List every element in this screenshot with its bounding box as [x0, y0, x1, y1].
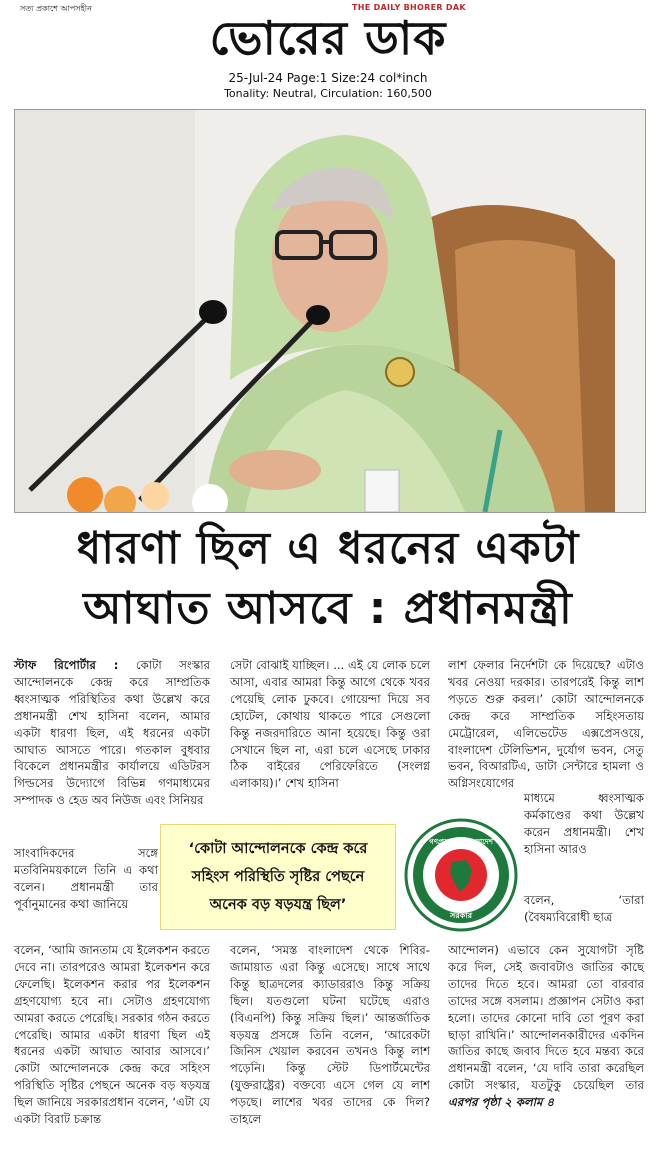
article-text-col3-bottom: আন্দোলন) এভাবে কেন সুযোগটা সৃষ্টি করে দিল, সেই জবাবটাও জাতির কাছে তাদের দিতে হবে। আমরা তো বারবার তাদের সঙ্গে বসলাম। প্রজ্ঞাপন সেটাও করা হলো। তাদের কোনো দাবি তো পূরণ করা ছাড়া রাখিনি।’ আন্দোলনকারীদের একদিন জাতির কাছে জবাব দিতে হবে মন্তব্য করে প্রধানমন্ত্রী বলেন, ‘যে দাবি তারা করেছিল কোটা সংস্কার, যতটুকু চেয়েছিল তার: [448, 943, 644, 1093]
clipping-meta-page-size: 25-Jul-24 Page:1 Size:24 col*inch: [228, 71, 428, 85]
byline: স্টাফ রিপোর্টার :: [14, 658, 119, 672]
article-text-col1-top: কোটা সংস্কার আন্দোলনকে কেন্দ্র করে সাম্প্রতিক ধ্বংসাত্মক পরিস্থিতির কথা উল্লেখ করে প্রধানমন্ত্রী শেখ হাসিনা বলেন, আমার একটা ধারণা ছিল, এই ধরনের একটা আঘাত আসতে পারে। গতকাল বুধবার বিকেলে প্রধানমন্ত্রীর কার্যালয়ে এডিটরস গিল্ডসের উদ্যোগে বিভিন্ন গণমাধ্যমের সম্পাদক ও হেড অব নিউজ এবং সিনিয়র: [14, 658, 210, 808]
article-text-col3-top: লাশ ফেলার নির্দেশটা কে দিয়েছে? এটাও খবর নেওয়া দরকার। তারপরেই কিন্তু লাশ পড়তে শুরু করল।’ কোটা আন্দোলনকে কেন্দ্র করে সাম্প্রতিক সহিংসতায় মেট্রোরেল, এলিভেটেড এক্সপ্রেসওয়ে, বাংলাদেশ টেলিভিশন, দুর্যোগ ভবন, সেতু ভবন, বিআরটিএ, ডাটা সেন্টারে হামলা ও অগ্নিসংযোগের: [448, 658, 644, 791]
article-column-3-top: [448, 657, 644, 792]
headline-line-2: আঘাত আসবে : প্রধানমন্ত্রী: [83, 583, 573, 634]
article-column-1-mid: [14, 845, 158, 913]
continued-on-page: এরপর পৃষ্ঠা ২ কলাম ৪: [448, 1095, 554, 1110]
masthead-english-name: THE DAILY BHORER DAK: [352, 3, 466, 12]
newspaper-logo: ভোরের ডাক: [209, 11, 447, 65]
article-text-col1-bottom: বলেন, ‘আমি জানতাম যে ইলেকশন করতে দেবে না। তারপরেও আমরা ইলেকশন করে ফেলেছি। ইলেকশন করার পর ইলেকশন গ্রহণযোগ্য হবে না। সেটাও গ্রহণযোগ্য আমরা করতে পেরেছি। সরকার গঠন করতে পেরেছি। আমার একটা ধারণা ছিল এই ধরনের একটা আঘাত আবার আসবে।’ কোটা আন্দোলনকে কেন্দ্র করে সহিংস পরিস্থিতি সৃষ্টির পেছনে অনেক বড় ষড়যন্ত্র ছিল জানিয়ে সরকারপ্রধান বলেন, ‘এটা যে একটা বিরাট চক্রান্ত: [14, 943, 210, 1127]
article-text-col2-bottom: বলেন, ‘সমস্ত বাংলাদেশ থেকে শিবির-জামায়াত এরা কিন্তু এসেছে। সাথে সাথে কিন্তু ছাত্রদলের ক্যাডাররাও কিন্তু সক্রিয় ছিল। যতগুলো ঘটনা ঘটেছে এরাও (বিএনপি) কিন্তু সক্রিয় ছিল।’ আন্তর্জাতিক ষড়যন্ত্র প্রসঙ্গে তিনি বলেন, ‘আরেকটা জিনিস খেয়াল করবেন তখনও কিন্তু লাশ পড়েনি। কিন্তু স্টেট ডিপার্টমেন্টের (যুক্তরাষ্ট্রের) বক্তব্যে এসে গেল যে লাশ পড়ছে। লাশের খবর তাদের কে দিল? তাহলে: [230, 943, 430, 1127]
article-text-col1-mid: সাংবাদিকদের সঙ্গে মতবিনিময়কালে তিনি এ কথা বলেন। প্রধানমন্ত্রী তার পূর্বানুমানের কথা জানিয়ে: [14, 846, 158, 911]
lead-photo: [14, 109, 646, 513]
article-column-2-top: [230, 657, 430, 792]
article-column-1-top: [14, 657, 210, 809]
masthead-tagline: সত্য প্রকাশে আপসহীন: [20, 4, 92, 13]
article-column-3-bottom: [448, 942, 644, 1111]
seal-text-bottom: সরকার: [449, 911, 473, 920]
speaker-at-microphones-image: [15, 110, 645, 512]
article-column-2-bottom: [230, 942, 430, 1128]
pull-quote-line-1: ‘কোটা আন্দোলনকে কেন্দ্র করে: [188, 841, 368, 857]
article-text-col3-mid2: বলেন, ‘তারা (বৈষম্যবিরোধী ছাত্র: [524, 893, 644, 924]
headline-line-1: ধারণা ছিল এ ধরনের একটা: [76, 523, 580, 574]
article-column-3-mid2: [524, 892, 644, 926]
seal-text-top: গণপ্রজাতন্ত্রী বাংলাদেশ: [429, 838, 493, 846]
clipping-meta-tonality: Tonality: Neutral, Circulation: 160,500: [224, 87, 432, 100]
masthead: [0, 0, 656, 68]
article-column-3-mid: [524, 790, 644, 858]
pull-quote-line-3: অনেক বড় ষড়যন্ত্র ছিল’: [209, 897, 347, 913]
government-seal: [404, 818, 518, 932]
pull-quote: [160, 824, 396, 930]
pull-quote-line-2: সহিংস পরিস্থিতি সৃষ্টির পেছনে: [191, 869, 365, 885]
article-text-col3-mid: মাধ্যমে ধ্বংসাত্মক কর্মকাণ্ডের কথা উল্লেখ করেন প্রধানমন্ত্রী। শেখ হাসিনা আরও: [524, 791, 644, 856]
article-text-col2-top: সেটা বোঝাই যাচ্ছিল। ... এই যে লোক চলে আসা, এবার আমরা কিন্তু আগে থেকে খবর পেয়েছি লোক ঢুকবে। গোয়েন্দা দিয়ে সব হোটেল, কোথায় থাকতে পারে সেগুলো কিন্তু নজরদারিতে আনা হয়েছে। কিন্তু ওরা সেখানে ছিল না, এরা চলে এসেছে ঢাকার ঠিক বাইরের পেরিফেরিতে (সংলগ্ন এলাকায়)।’ শেখ হাসিনা: [230, 658, 430, 791]
article-column-1-bottom: [14, 942, 210, 1128]
